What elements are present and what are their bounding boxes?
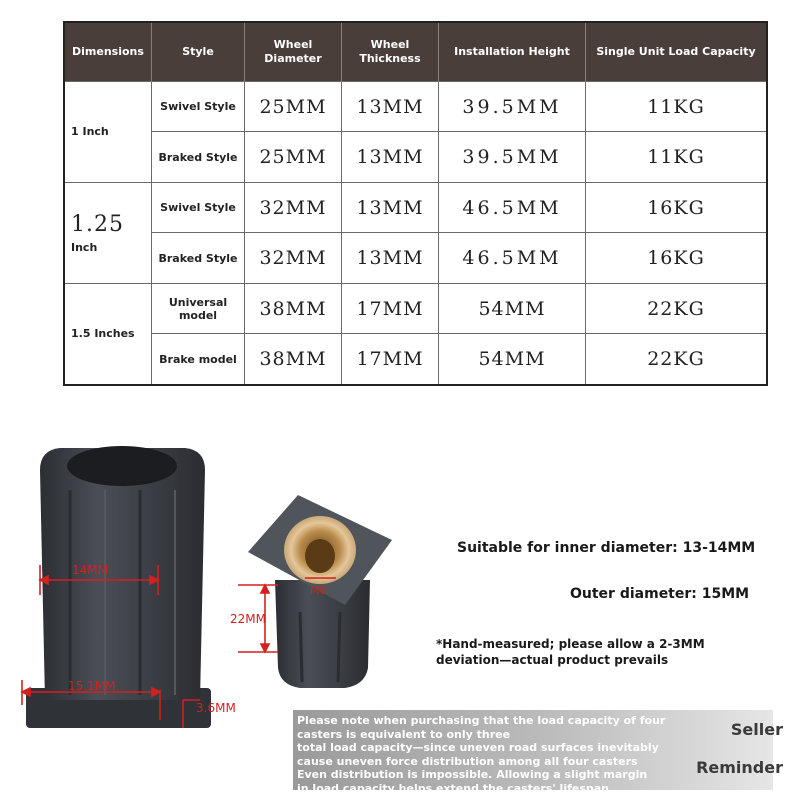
header-dimensions: Dimensions <box>64 22 152 82</box>
table-row <box>64 182 767 232</box>
diameter-cell: 25MM <box>245 82 342 132</box>
dimension-cell <box>64 82 152 183</box>
diameter-cell: 38MM <box>245 283 342 333</box>
capacity-cell: 11KG <box>586 132 768 182</box>
dimension-size: 1.25 <box>71 211 124 237</box>
dimension-label: 1.5 Inches <box>71 327 135 341</box>
thickness-cell: 17MM <box>342 283 439 333</box>
table-row <box>64 283 767 333</box>
diameter-cell: 32MM <box>245 182 342 232</box>
width-label: 14MM <box>72 563 108 577</box>
header-load-capacity: Single Unit Load Capacity <box>586 22 768 82</box>
seller-label: Seller <box>730 720 783 739</box>
style-cell: Braked Style <box>152 233 245 283</box>
style-cell: Swivel Style <box>152 82 245 132</box>
thickness-cell: 13MM <box>342 82 439 132</box>
thickness-cell: 13MM <box>342 132 439 182</box>
reminder-line: cause uneven force distribution among all four casters <box>297 754 638 768</box>
table-row <box>64 132 767 182</box>
height-cell: 39.5MM <box>439 132 586 182</box>
capacity-cell: 11KG <box>586 82 768 132</box>
insert-rib <box>300 612 302 682</box>
thickness-cell: 13MM <box>342 182 439 232</box>
table-row <box>64 334 767 385</box>
dimension-label: Inch <box>71 240 98 254</box>
height-cell: 39.5MM <box>439 82 586 132</box>
measurement-disclaimer: *Hand-measured; please allow a 2-3MM deviation—actual product prevails <box>436 637 705 667</box>
style-cell: Brake model <box>152 334 245 385</box>
large-sleeve <box>26 446 211 728</box>
seller-reminder-banner <box>293 710 783 795</box>
reminder-line: in load capacity helps extend the casters' lifespan <box>297 781 610 795</box>
dimension-label: 1 Inch <box>71 125 109 139</box>
flange-thickness-label: 3.6MM <box>196 701 236 715</box>
style-cell: Braked Style <box>152 132 245 182</box>
capacity-cell: 22KG <box>586 283 768 333</box>
thickness-cell: 13MM <box>342 233 439 283</box>
reminder-label: Reminder <box>696 758 783 777</box>
height-cell: 54MM <box>439 334 586 385</box>
diameter-cell: 32MM <box>245 233 342 283</box>
table-header-row <box>64 22 767 82</box>
capacity-cell: 16KG <box>586 182 768 232</box>
capacity-cell: 16KG <box>586 233 768 283</box>
thread-label: M6 <box>310 584 327 597</box>
flange-label: 15.1MM <box>68 679 116 693</box>
header-wheel-diameter: Wheel Diameter <box>245 22 342 82</box>
diameter-cell: 38MM <box>245 334 342 385</box>
capacity-cell: 22KG <box>586 334 768 385</box>
reminder-line: Even distribution is impossible. Allowing a slight margin <box>297 768 648 781</box>
header-wheel-thickness: Wheel Thickness <box>342 22 439 82</box>
header-style: Style <box>152 22 245 82</box>
thickness-cell: 17MM <box>342 334 439 385</box>
insert-rib <box>338 612 340 682</box>
spec-table <box>63 21 768 386</box>
sleeve-opening <box>67 446 177 486</box>
dimension-cell <box>64 283 152 385</box>
table-row <box>64 233 767 283</box>
thread-hole <box>305 539 335 573</box>
outer-diameter-note: Outer diameter: 15MM <box>570 586 750 602</box>
height-cell: 46.5MM <box>439 233 586 283</box>
dimension-cell <box>64 182 152 283</box>
height-label: 22MM <box>230 612 266 626</box>
style-cell: Swivel Style <box>152 182 245 232</box>
diameter-cell: 25MM <box>245 132 342 182</box>
table-row <box>64 82 767 132</box>
reminder-line: casters is equivalent to only three <box>297 727 511 741</box>
reminder-text <box>297 714 672 795</box>
style-cell: Universal model <box>152 283 245 333</box>
reminder-line: total load capacity—since uneven road surfaces inevitably <box>297 741 659 754</box>
header-installation-height: Installation Height <box>439 22 586 82</box>
height-cell: 54MM <box>439 283 586 333</box>
height-cell: 46.5MM <box>439 182 586 232</box>
reminder-line: Please note when purchasing that the load capacity of four <box>297 714 666 727</box>
inner-diameter-note: Suitable for inner diameter: 13-14MM <box>457 540 756 556</box>
